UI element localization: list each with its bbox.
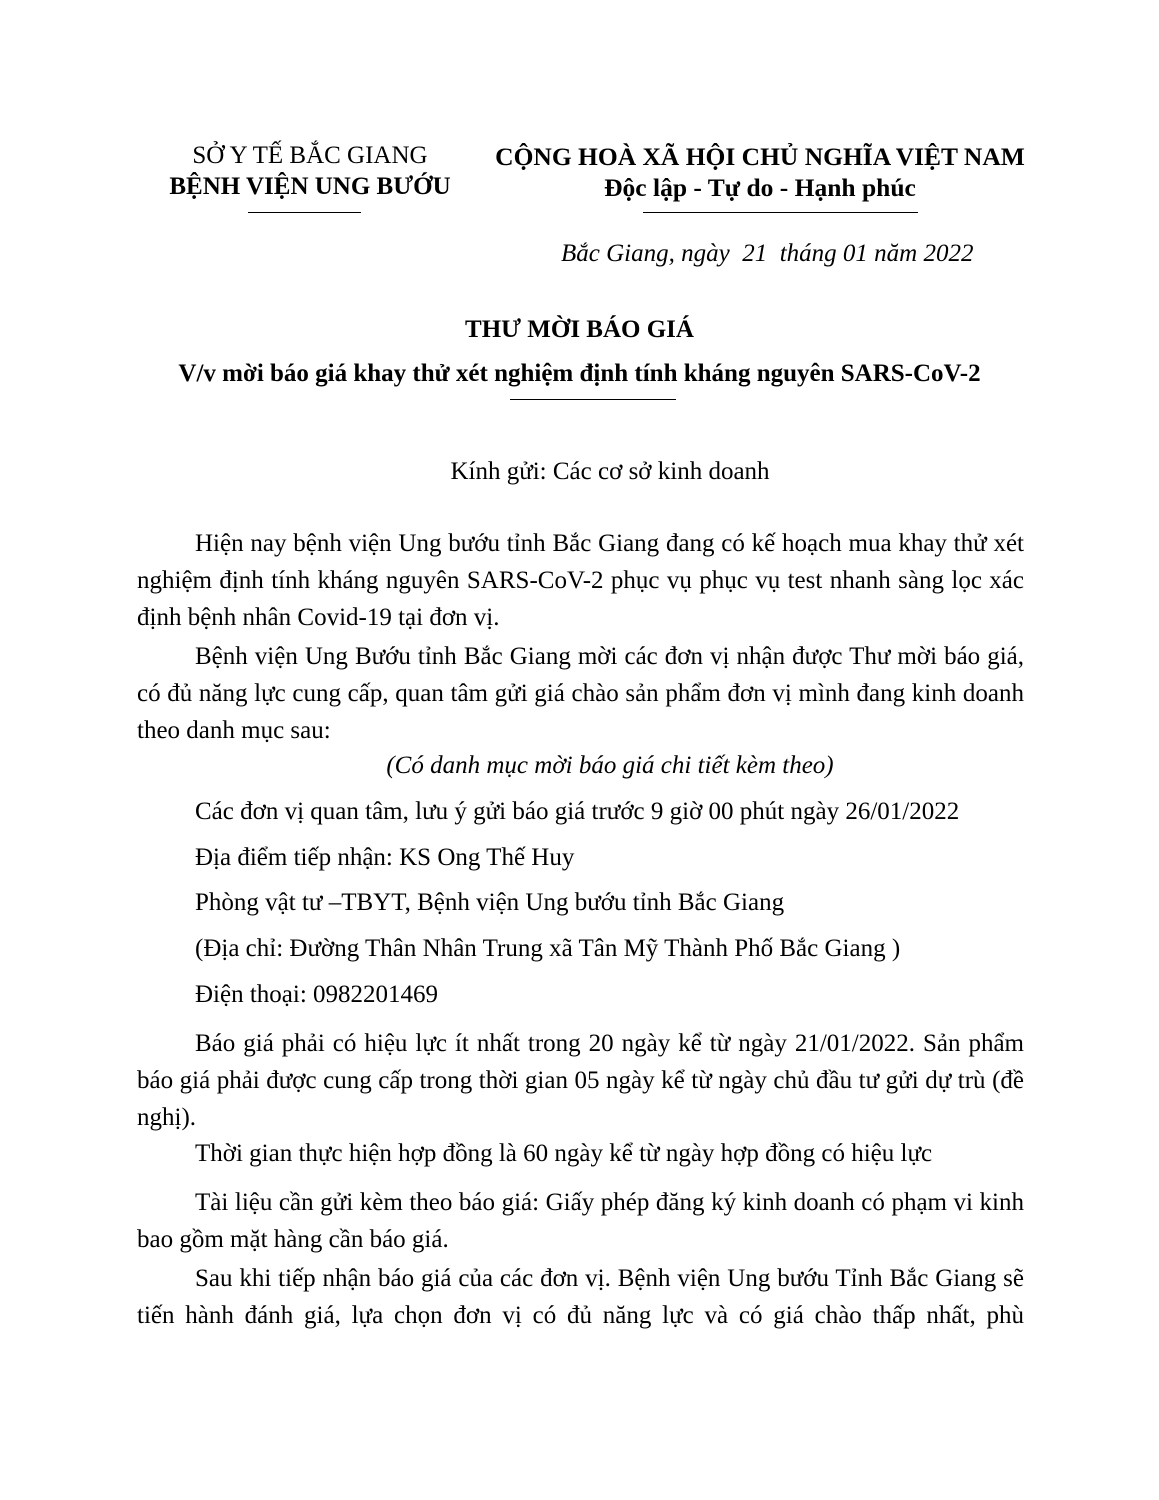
address-line: (Địa chỉ: Đường Thân Nhân Trung xã Tân Mỹ Thành Phố Bắc Giang ) xyxy=(195,935,901,962)
phone-line: Điện thoại: 0982201469 xyxy=(195,981,439,1008)
documents-paragraph: Tài liệu cần gửi kèm theo báo giá: Giấy phép đăng ký kinh doanh có phạm vi kinh bao gồm mặt hàng cần báo giá. xyxy=(137,1189,1024,1253)
issuing-hospital: BỆNH VIỆN UNG BƯỚU xyxy=(169,173,451,200)
validity-paragraph: Báo giá phải có hiệu lực ít nhất trong 20 ngày kể từ ngày 21/01/2022. Sản phẩm báo giá phải được cung cấp trong thời gian 05 ngày kể từ ngày chủ đầu tư gửi dự trù (đề nghị). xyxy=(137,1030,1024,1131)
document-subject: V/v mời báo giá khay thử xét nghiệm định tính kháng nguyên SARS-CoV-2 xyxy=(178,360,981,387)
intro-paragraph: Hiện nay bệnh viện Ung bướu tỉnh Bắc Giang đang có kế hoạch mua khay thử xét nghiệm định tính kháng nguyên SARS-CoV-2 phục vụ phục vụ test nhanh sàng lọc xác định bệnh nhân Covid-19 tại đơn vị. xyxy=(137,530,1024,631)
evaluation-paragraph: Sau khi tiếp nhận báo giá của các đơn vị. Bệnh viện Ung bướu Tỉnh Bắc Giang sẽ tiến hành đánh giá, lựa chọn đơn vị có đủ năng lực và có giá chào thấp nhất, phù xyxy=(137,1265,1024,1329)
invitation-paragraph: Bệnh viện Ung Bướu tỉnh Bắc Giang mời các đơn vị nhận được Thư mời báo giá, có đủ năng lực cung cấp, quan tâm gửi giá chào sản phẩm đơn vị mình đang kinh doanh theo danh mục sau: xyxy=(137,643,1024,744)
recipient-line: Kính gửi: Các cơ sở kinh doanh xyxy=(450,458,770,485)
national-motto: Độc lập - Tự do - Hạnh phúc xyxy=(604,173,916,202)
national-title: CỘNG HOÀ XÃ HỘI CHỦ NGHĨA VIỆT NAM xyxy=(495,142,1025,171)
header-left-underline xyxy=(248,212,361,213)
header-right-underline xyxy=(643,212,918,213)
department-line: Phòng vật tư –TBYT, Bệnh viện Ung bướu tỉnh Bắc Giang xyxy=(195,889,785,916)
deadline-line: Các đơn vị quan tâm, lưu ý gửi báo giá trước 9 giờ 00 phút ngày 26/01/2022 xyxy=(195,798,960,825)
contract-time-line: Thời gian thực hiện hợp đồng là 60 ngày kể từ ngày hợp đồng có hiệu lực xyxy=(195,1140,933,1167)
issuing-department: SỞ Y TẾ BẮC GIANG xyxy=(192,142,428,169)
receiver-line: Địa điểm tiếp nhận: KS Ong Thế Huy xyxy=(195,844,575,871)
document-title: THƯ MỜI BÁO GIÁ xyxy=(465,316,694,343)
date-line: Bắc Giang, ngày 21 tháng 01 năm 2022 xyxy=(561,240,974,267)
subject-underline xyxy=(510,399,676,400)
attachment-note: (Có danh mục mời báo giá chi tiết kèm theo) xyxy=(386,752,834,779)
